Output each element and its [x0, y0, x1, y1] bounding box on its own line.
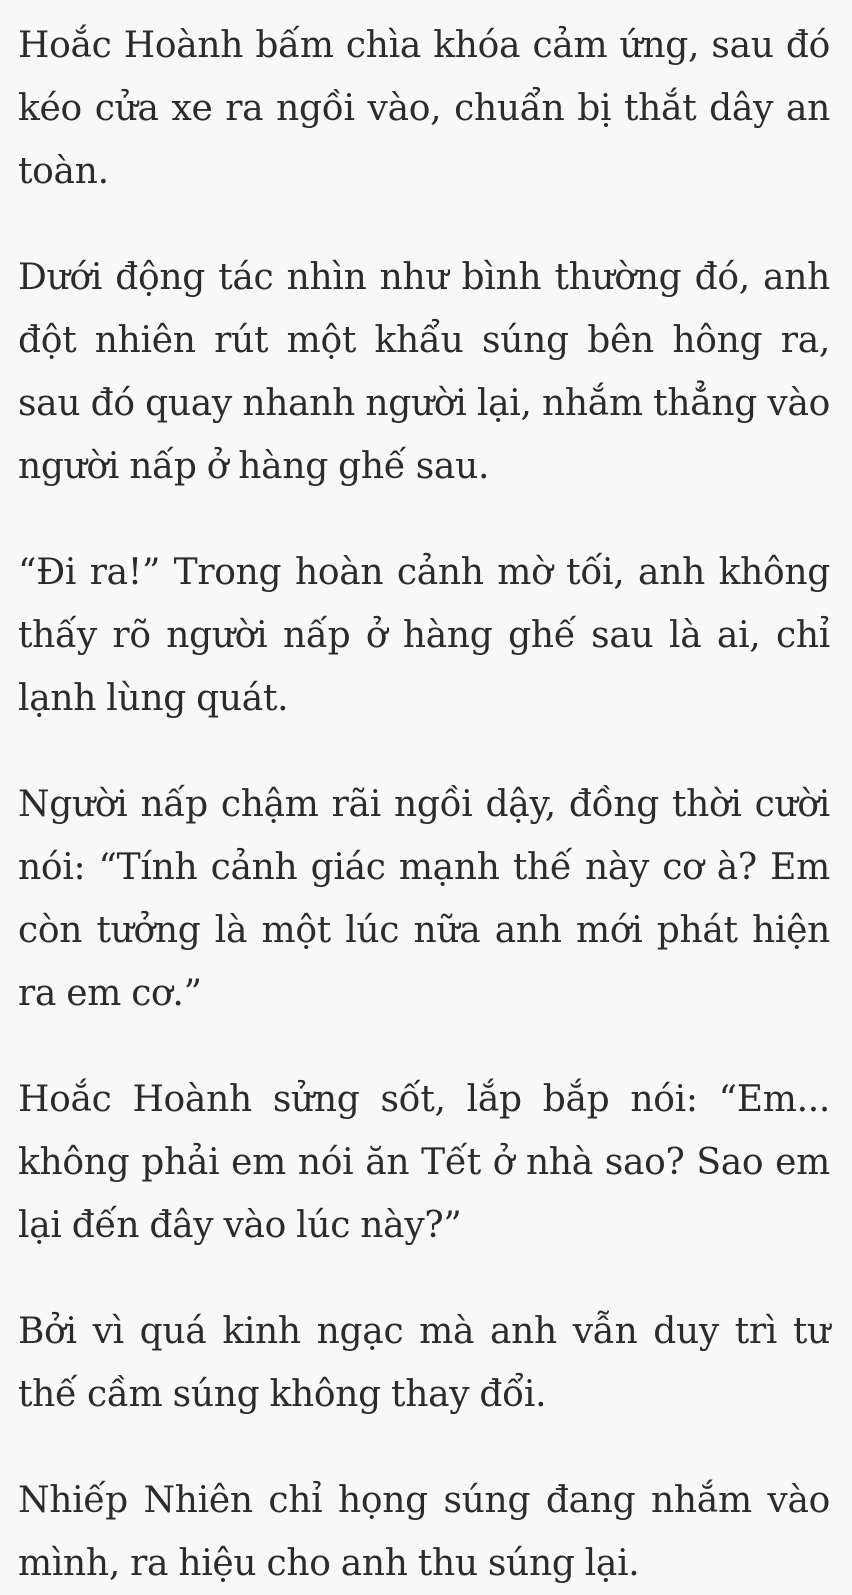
- paragraph-1: Hoắc Hoành bấm chìa khóa cảm ứng, sau đó kéo cửa xe ra ngồi vào, chuẩn bị thắt dây an toàn.: [18, 25, 830, 192]
- paragraph-2: Dưới động tác nhìn như bình thường đó, anh đột nhiên rút một khẩu súng bên hông ra, sau đó quay nhanh người lại, nhắm thẳng vào người nấp ở hàng ghế sau.: [18, 257, 830, 487]
- paragraph-4: Người nấp chậm rãi ngồi dậy, đồng thời cười nói: “Tính cảnh giác mạnh thế này cơ à? Em còn tưởng là một lúc nữa anh mới phát hiện ra em cơ.”: [18, 784, 830, 1014]
- paragraph-7: Nhiếp Nhiên chỉ họng súng đang nhắm vào mình, ra hiệu cho anh thu súng lại.: [18, 1480, 830, 1584]
- paragraph-6: Bởi vì quá kinh ngạc mà anh vẫn duy trì tư thế cầm súng không thay đổi.: [18, 1311, 830, 1415]
- paragraph-5: Hoắc Hoành sửng sốt, lắp bắp nói: “Em... không phải em nói ăn Tết ở nhà sao? Sao em lại đến đây vào lúc này?”: [18, 1079, 830, 1246]
- paragraph-3: “Đi ra!” Trong hoàn cảnh mờ tối, anh không thấy rõ người nấp ở hàng ghế sau là ai, chỉ lạnh lùng quát.: [18, 552, 830, 719]
